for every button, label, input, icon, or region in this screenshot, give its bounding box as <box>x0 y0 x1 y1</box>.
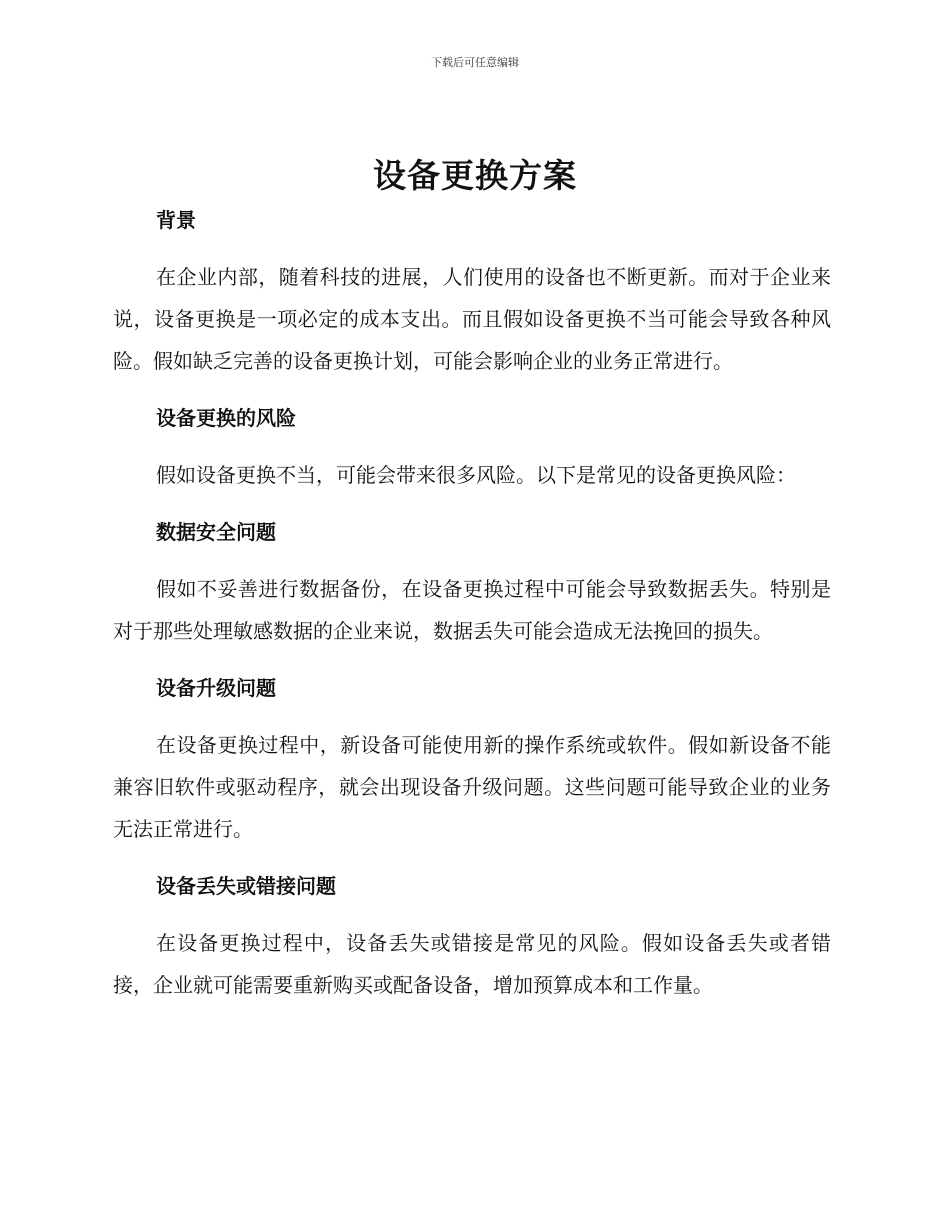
section-heading: 设备丢失或错接问题 <box>156 874 336 898</box>
section-paragraph: 在设备更换过程中，新设备可能使用新的操作系统或软件。假如新设备不能兼容旧软件或驱动程序，就会出现设备升级问题。这些问题可能导致企业的业务无法正常进行。 <box>113 733 831 841</box>
section-heading: 数据安全问题 <box>156 520 276 544</box>
section-heading: 设备升级问题 <box>156 676 276 700</box>
section-background <box>113 205 831 382</box>
section-paragraph: 在设备更换过程中，设备丢失或错接是常见的风险。假如设备丢失或者错接，企业就可能需要重新购买或配备设备，增加预算成本和工作量。 <box>113 931 831 997</box>
page-header-note: 下载后可任意编辑 <box>431 56 519 69</box>
section-replacement-risks <box>113 403 831 496</box>
section-data-security <box>113 517 831 652</box>
section-heading: 背景 <box>156 208 196 232</box>
document-body <box>113 205 831 1027</box>
section-paragraph: 假如不妥善进行数据备份，在设备更换过程中可能会导致数据丢失。特别是对于那些处理敏感数据的企业来说，数据丢失可能会造成无法挽回的损失。 <box>113 577 831 643</box>
section-paragraph: 在企业内部，随着科技的进展，人们使用的设备也不断更新。而对于企业来说，设备更换是一项必定的成本支出。而且假如设备更换不当可能会导致各种风险。假如缺乏完善的设备更换计划，可能会影响企业的业务正常进行。 <box>113 265 831 373</box>
section-upgrade-issues <box>113 673 831 850</box>
section-heading: 设备更换的风险 <box>156 406 296 430</box>
document-title: 设备更换方案 <box>373 156 577 195</box>
section-paragraph: 假如设备更换不当，可能会带来很多风险。以下是常见的设备更换风险： <box>156 463 796 487</box>
section-loss-misconnection <box>113 871 831 1006</box>
